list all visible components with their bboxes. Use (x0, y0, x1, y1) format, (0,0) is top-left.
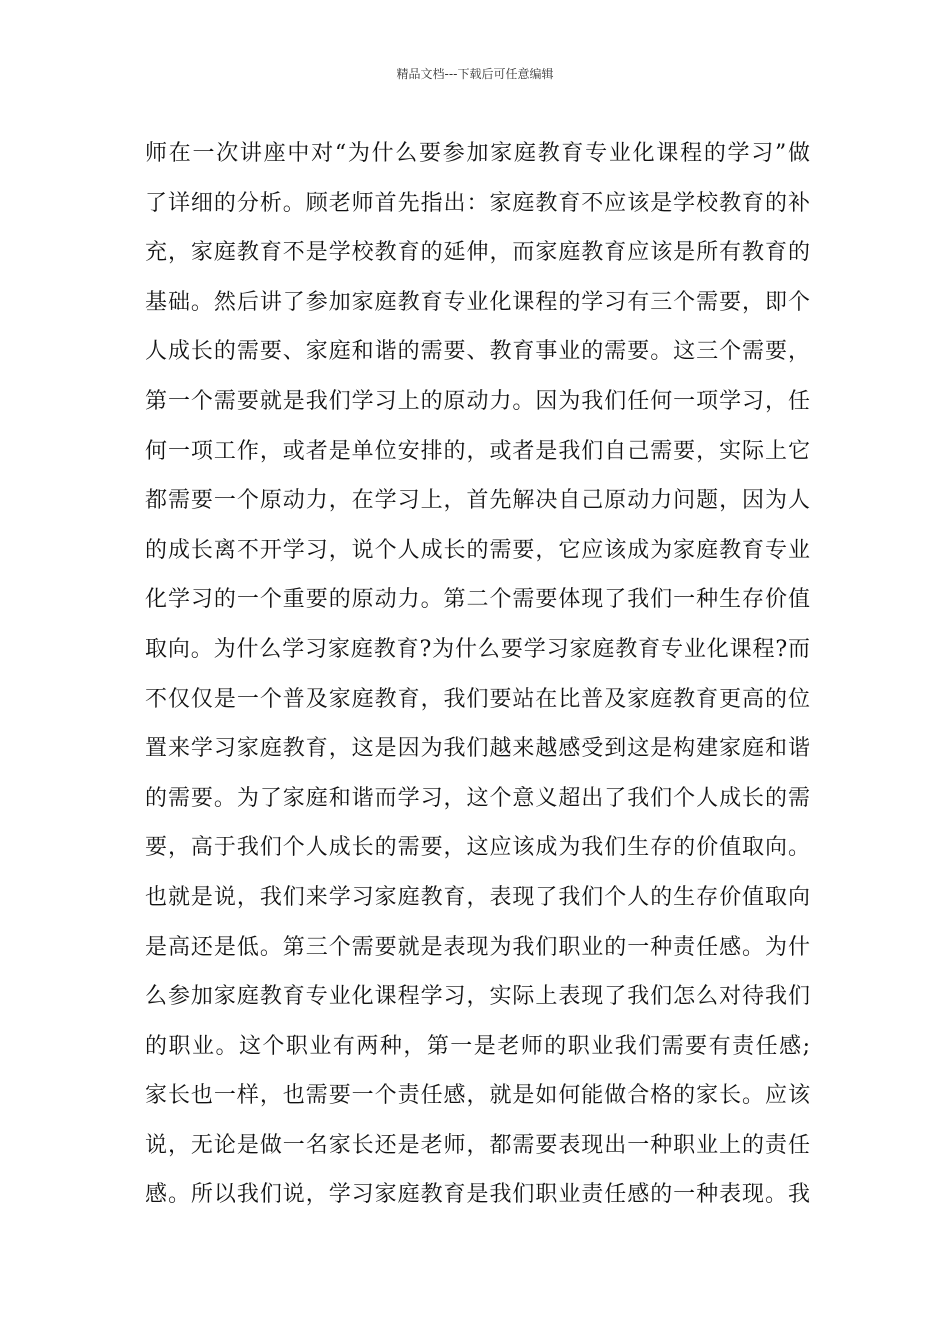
text-line-18: 么参加家庭教育专业化课程学习，实际上表现了我们怎么对待我们 (145, 984, 810, 1010)
text-line-19: 的职业。这个职业有两种，第一是老师的职业我们需要有责任感; (145, 1033, 810, 1059)
text-line-10: 化学习的一个重要的原动力。第二个需要体现了我们一种生存价值 (145, 587, 810, 613)
text-line-2: 了详细的分析。顾老师首先指出：家庭教育不应该是学校教育的补 (145, 190, 810, 216)
text-line-17: 是高还是低。第三个需要就是表现为我们职业的一种责任感。为什 (145, 934, 810, 960)
page-header: 精品文档---下载后可任意编辑 (396, 67, 554, 81)
text-line-6: 第一个需要就是我们学习上的原动力。因为我们任何一项学习，任 (145, 388, 810, 414)
text-line-15: 要，高于我们个人成长的需要，这应该成为我们生存的价值取向。 (145, 835, 810, 861)
text-line-22: 感。所以我们说，学习家庭教育是我们职业责任感的一种表现。我 (145, 1182, 810, 1208)
text-line-12: 不仅仅是一个普及家庭教育，我们要站在比普及家庭教育更高的位 (145, 686, 810, 712)
text-line-4: 基础。然后讲了参加家庭教育专业化课程的学习有三个需要，即个 (145, 289, 810, 315)
text-line-5: 人成长的需要、家庭和谐的需要、教育事业的需要。这三个需要， (145, 339, 810, 365)
text-line-14: 的需要。为了家庭和谐而学习，这个意义超出了我们个人成长的需 (145, 785, 810, 811)
text-line-11: 取向。为什么学习家庭教育?为什么要学习家庭教育专业化课程?而 (145, 636, 810, 662)
text-line-8: 都需要一个原动力，在学习上，首先解决自己原动力问题，因为人 (145, 488, 810, 514)
text-line-9: 的成长离不开学习，说个人成长的需要，它应该成为家庭教育专业 (145, 537, 810, 563)
text-line-20: 家长也一样，也需要一个责任感，就是如何能做合格的家长。应该 (145, 1083, 810, 1109)
text-line-21: 说，无论是做一名家长还是老师，都需要表现出一种职业上的责任 (145, 1132, 810, 1158)
text-line-1: 师在一次讲座中对“为什么要参加家庭教育专业化课程的学习”做 (145, 141, 810, 166)
text-line-16: 也就是说，我们来学习家庭教育，表现了我们个人的生存价值取向 (145, 884, 810, 910)
body-text (145, 129, 810, 1220)
text-line-7: 何一项工作，或者是单位安排的，或者是我们自己需要，实际上它 (145, 438, 810, 464)
text-line-3: 充，家庭教育不是学校教育的延伸，而家庭教育应该是所有教育的 (145, 240, 810, 266)
text-line-13: 置来学习家庭教育，这是因为我们越来越感受到这是构建家庭和谐 (145, 736, 810, 762)
